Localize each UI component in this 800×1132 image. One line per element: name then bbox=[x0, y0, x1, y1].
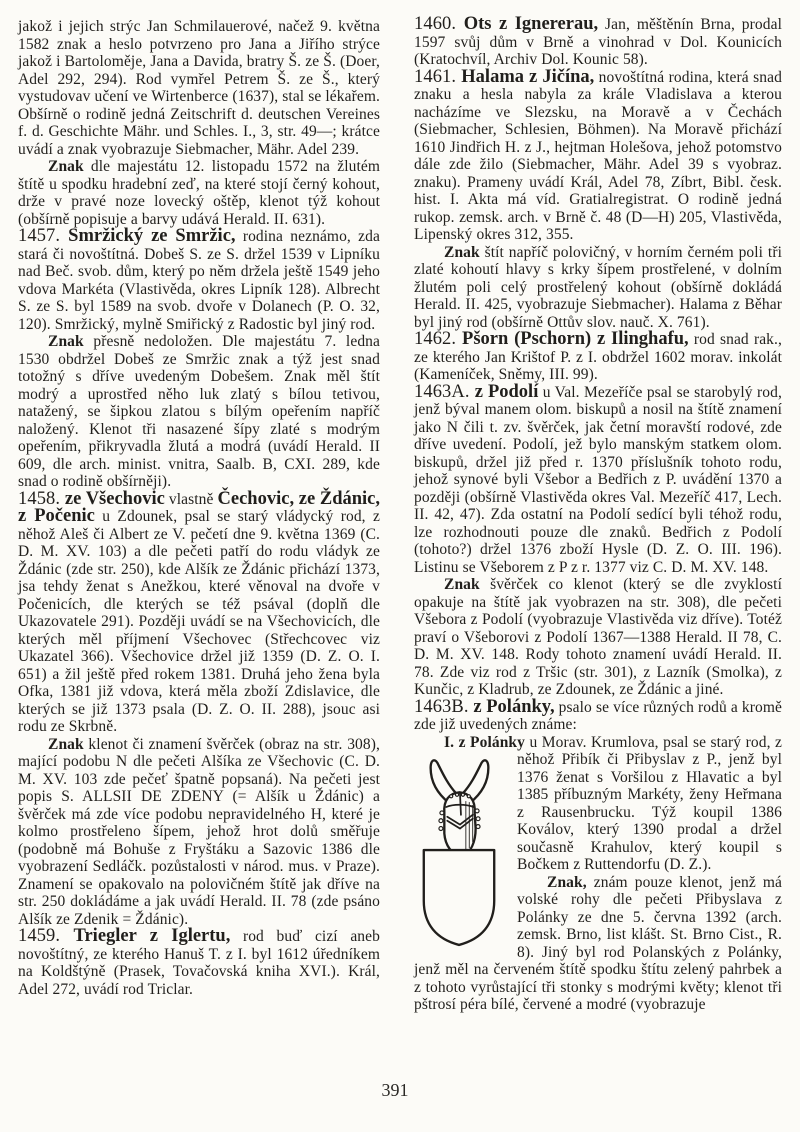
text-run: Znak bbox=[444, 243, 480, 261]
entry-number: 1459. bbox=[18, 926, 74, 946]
text-run: Znak bbox=[444, 576, 480, 593]
entry-1463A bbox=[414, 381, 782, 577]
znak-paragraph bbox=[18, 736, 380, 929]
text-run: Znak bbox=[48, 735, 84, 753]
entry-name: z Polánky, bbox=[473, 696, 555, 717]
helmet-with-ox-horns-shield-icon bbox=[414, 754, 504, 950]
entry-1463B bbox=[414, 696, 782, 734]
entry-name: Triegler z Iglertu, bbox=[73, 926, 231, 946]
entry-number: 1461. bbox=[414, 66, 462, 87]
entry-number: 1460. bbox=[414, 14, 464, 34]
text-run: novoštítná rodina, která snad znaku a hesla nabyla za krále Vladislava a kterou nacházíme ve Slezsku, na Moravě a v Čechách (Siebmacher, Schlesien, Böhmen). Na Moravě přichází 1610 Jindřich H. z J., hejtman Holešova, jehož potomstvo dále zde žilo (Siebmacher, Mähr. Adel 39 s vyobraz. znaku). Prameny uvádí Král, Adel 78, Zíbrt, Bibl. česk. hist. I. Akta má víd. Gratialregistrat. O rodině jedná rukop. zemsk. arch. v Brně č. 48 (D—H) 205, Vlastivěda, Lipenský okres 312, 355. bbox=[414, 68, 782, 243]
text-run: klenot či znamení švěrček (obraz na str. 308), mající podobu N dle pečeti Alšíka ze Všechovic (C. D. M. XV. 103 zde pečeť špatně popsaná). Na pečeti jest popis S. ALLSII DE ZDENY (= Alšík u Ždánic) a švěrček má zde více podobu nepravidelného H, které je kolmo prostřeleno šípem, jehož hrot dolů směřuje (podobně má Bohuše z Fryštáku a Sazovic 1386 dle vyobrazení Sedláčk. pozůstalosti v národ. mus. v Praze). Znamení se opakovalo na polovičném štítě jak dříve na str. 250 dokládáme a jak uvádí Herald. II. 78 (zde psáno Alšík ze Zdenik = Ždánic). bbox=[18, 735, 380, 928]
entry-name: Smržický ze Smržic, bbox=[68, 226, 236, 246]
entry-number: 1458. bbox=[18, 488, 65, 509]
entry-number: 1463B. bbox=[414, 696, 474, 717]
text-run: u Val. Mezeříče psal se starobylý rod, jenž býval manem olom. biskupů a nosil na štítě znamení jako N čili t. zv. švěrček, jak četní moravští rodové, zde dříve uvedení. Podolí, jež bylo manským statkem olom. biskupů, držel již před r. 1370 příslušník tohoto rodu, jehož synové byli Všebor a Bedřich z P. uvádění 1370 a později (obšírně Vlastivěda okres Val. Mezeříč 417, Lech. II. 42, 47). Zda ostatní na Podolí sedící byli téhož rodu, lze rozhodnouti pouze dle znaků. Bedřich z Podolí (tohoto?) držel 1376 zboží Hysle (D. Z. O. III. 196). Listinu se Všeborem z P z r. 1377 viz C. D. M. XV. 148. bbox=[414, 383, 782, 576]
subentry-I-z-polanky bbox=[414, 734, 782, 874]
text-run: rod snad rak., ze kterého Jan Krištof P. z I. obdržel 1602 morav. inkolát (Kameníček, Sněmy, III. 99). bbox=[414, 331, 782, 383]
entry-number: 1462. bbox=[414, 329, 463, 349]
text-run: rodina neznámo, zda stará či novoštítná. Dobeš S. ze S. držel 1539 v Lipníku nad Beč. svob. dům, který po něm držela ještě 1549 jeho vdova Markéta (Vlastivěda, okres Lipník 128). Albrecht S. ze S. byl 1589 na svob. dvoře v Dolanech (P. O. 32, 120). Smržický, mylně Smiřický z Radostic byl jiný rod. bbox=[18, 228, 380, 333]
znak-paragraph bbox=[414, 244, 782, 332]
entry-name: Čechovic, ze Ždánic, z Počenic bbox=[18, 488, 380, 526]
text-run: Znak bbox=[48, 158, 84, 175]
entry-number: 1463A. bbox=[414, 381, 475, 402]
text-run: psalo se více různých rodů a kromě zde již uvedených známe: bbox=[414, 698, 782, 733]
entry-1457 bbox=[18, 228, 380, 333]
entry-1460 bbox=[414, 16, 782, 69]
text-run: rod buď cizí aneb novoštítný, ze kterého Hanuš T. z I. byl 1612 úředníkem na Koldštýně (Prasek, Tovačovská kniha XVI.). Král, Adel 272, uvádí rod Triclar. bbox=[18, 928, 380, 998]
text-run: dle majestátu 12. listopadu 1572 na žlutém štítě u spodku hradební zeď, na které stojí černý kohout, drže v pravé noze lovecký oštěp, klenot týž kohout (obšírně popisuje a barvy udává Herald. II. 631). bbox=[18, 158, 380, 228]
text-run: Znak bbox=[48, 333, 84, 350]
entry-name: Pšorn (Pschorn) z Ilinghafu, bbox=[462, 329, 689, 349]
text-run: Jan, měštěnín Brna, prodal 1597 svůj dům v Brně a vinohrad v Dol. Kounicích (Kratochvíl, Archiv Dol. Kounic 58). bbox=[414, 16, 783, 68]
entry-name: Halama z Jičína, bbox=[461, 66, 595, 87]
text-run: švěrček co klenot (který se dle zvyklostí opakuje na štítě jak vyobrazen na str. 308), dle pečeti Všebora z Podolí (vyobrazuje Vlastivěda viz dříve). Totéž praví o Všeborovi z Podolí 1367—1388 Herald. II 78, C. D. M. XV. 148. Rody tohoto znamení uvádí Herald. II. 78. Zde viz rod z Tršic (str. 301), z Lazník (Smolka), z Kunčic, z Kladrub, ze Zdounek, ze Ždánic a jiné. bbox=[414, 576, 782, 698]
entry-1462 bbox=[414, 331, 782, 384]
text-run: jakož i jejich strýc Jan Schmilauerové, načež 9. května 1582 znak a heslo potvrzeno pro Jana a Jiřího strýce jakož i Bartoloměje, Jana a Davida, bratry Š. ze Š. (Doer, Adel 292, 294). Rod vymřel Petrem Š. ze Š., který vystudovav učení ve Wirtenberce (1637), stal se lékařem. Obšírně o rodině jedná Zeitschrift d. deutschen Vereines f. d. Geschichte Mähr. und Schles. I., 3, str. 49—; krátce uvádí a znak vyobrazuje Siebmacher, Mähr. Adel 239. bbox=[18, 18, 380, 158]
znak-paragraph bbox=[18, 333, 380, 491]
entry-number: 1457. bbox=[18, 226, 69, 246]
text-run: I. bbox=[444, 733, 459, 751]
text-run: přesně nedoložen. Dle majestátu 7. ledna 1530 obdržel Dobeš ze Smržic znak a týž jest snad totožný s dříve uvedeným Dobešem. Znak měl štít modrý a uprostřed něho luk zlatý s bílou tetivou, natažený, se šipkou zlatou s bílým opeřením napříč naložený. Klenot tři nasazené šípy zlaté s modrým opeřením, přikryvadla žlutá a modrá (uvádí Herald. II 609, dle arch. minist. vnitra, Saalb. B, CXI. 289, kde snad o rodině obšírněji). bbox=[18, 333, 380, 490]
znak-paragraph bbox=[18, 158, 380, 228]
entry-1461 bbox=[414, 66, 782, 244]
continuation-paragraph bbox=[18, 18, 380, 158]
left-column bbox=[18, 18, 380, 998]
page-number: 391 bbox=[381, 1080, 409, 1100]
right-column bbox=[414, 16, 782, 1014]
entry-1459 bbox=[18, 928, 380, 998]
text-run: u Zdounek, psal se starý vládycký rod, z něhož Aleš či Albert ze V. pečetí dne 9. května 1369 (C. D. M. XV. 103) a dle pečeti patří do rodu vládyk ze Ždánic (zde str. 250), kde Alšík ze Ždánic přichází 1373, jsa tehdy ženat s Anežkou, které věnoval na dvoře v Počenicích, dle kterých se též psával (doplň dle Ukazovatele 291). Později uvádí se na Všechovicích, dle kterých měl příjmení Všechovec (Střechcovec viz Ukazatel 366). Všechovice držel již 1359 (D. Z. O. I. 651) a žil ještě před rokem 1381. Druhá jeho žena byla Ofka, 1381 již vdova, která měla zboží Zdislavice, dle kterých se již 1373 psala (D. Z. O. II. 288), jsouc asi rodu ze Skrbně. bbox=[18, 508, 380, 735]
text-run: znám pouze klenot, jenž má volské rohy dle pečeti Přibyslava z Polánky ze dne 5. června 1392 (arch. zemsk. Brno, list klášt. St. Brno Cist., R. 8). Jiný byl rod Polanských z Polánky, jenž měl na červeném štítě spodku štítu zelený pahrbek a z tohoto vyrůstající tři stonky s modrými květy; klenot tři pštrosí péra bílé, červené a modré (vyobrazuje bbox=[414, 873, 782, 1013]
coat-of-arms-figure bbox=[414, 754, 504, 950]
znak-paragraph bbox=[414, 576, 782, 699]
entry-name: ze Všechovic bbox=[64, 488, 165, 509]
text-run: rod, z něhož Přibík či Přibyslav z P., jenž byl 1376 ženat s Voršilou z Hlavatic a byl 1385 příbuzným Markéty, ženy Heřmana z Rausenbrucku. Týž koupil 1386 Koválov, který 1390 prodal a držel současně Krahulov, který koupil s Bočkem z Ruttendorfu (D. Z.). bbox=[517, 733, 783, 873]
text-run: vlastně bbox=[164, 490, 218, 508]
entry-name: Ots z Ignererau, bbox=[463, 14, 599, 34]
text-run: Znak, bbox=[547, 873, 587, 891]
text-run: u Morav. Krumlova, psal se starý bbox=[525, 733, 746, 751]
text-run: štít napříč polovičný, v horním černém poli tři zlaté kohoutí hlavy s krky šípem prostřelené, v dolním žlutém poli celý prostřelený kohout (obšírně dokládá Herald. II. 425, vyobrazuje Siebmacher). Halama z Běhar byl jiný rod (obšírně Ottův slov. nauč. X. 761). bbox=[414, 243, 782, 331]
entry-name: z Podolí bbox=[474, 381, 539, 402]
text-run: z Polánky bbox=[458, 733, 525, 751]
entry-1458 bbox=[18, 488, 380, 736]
